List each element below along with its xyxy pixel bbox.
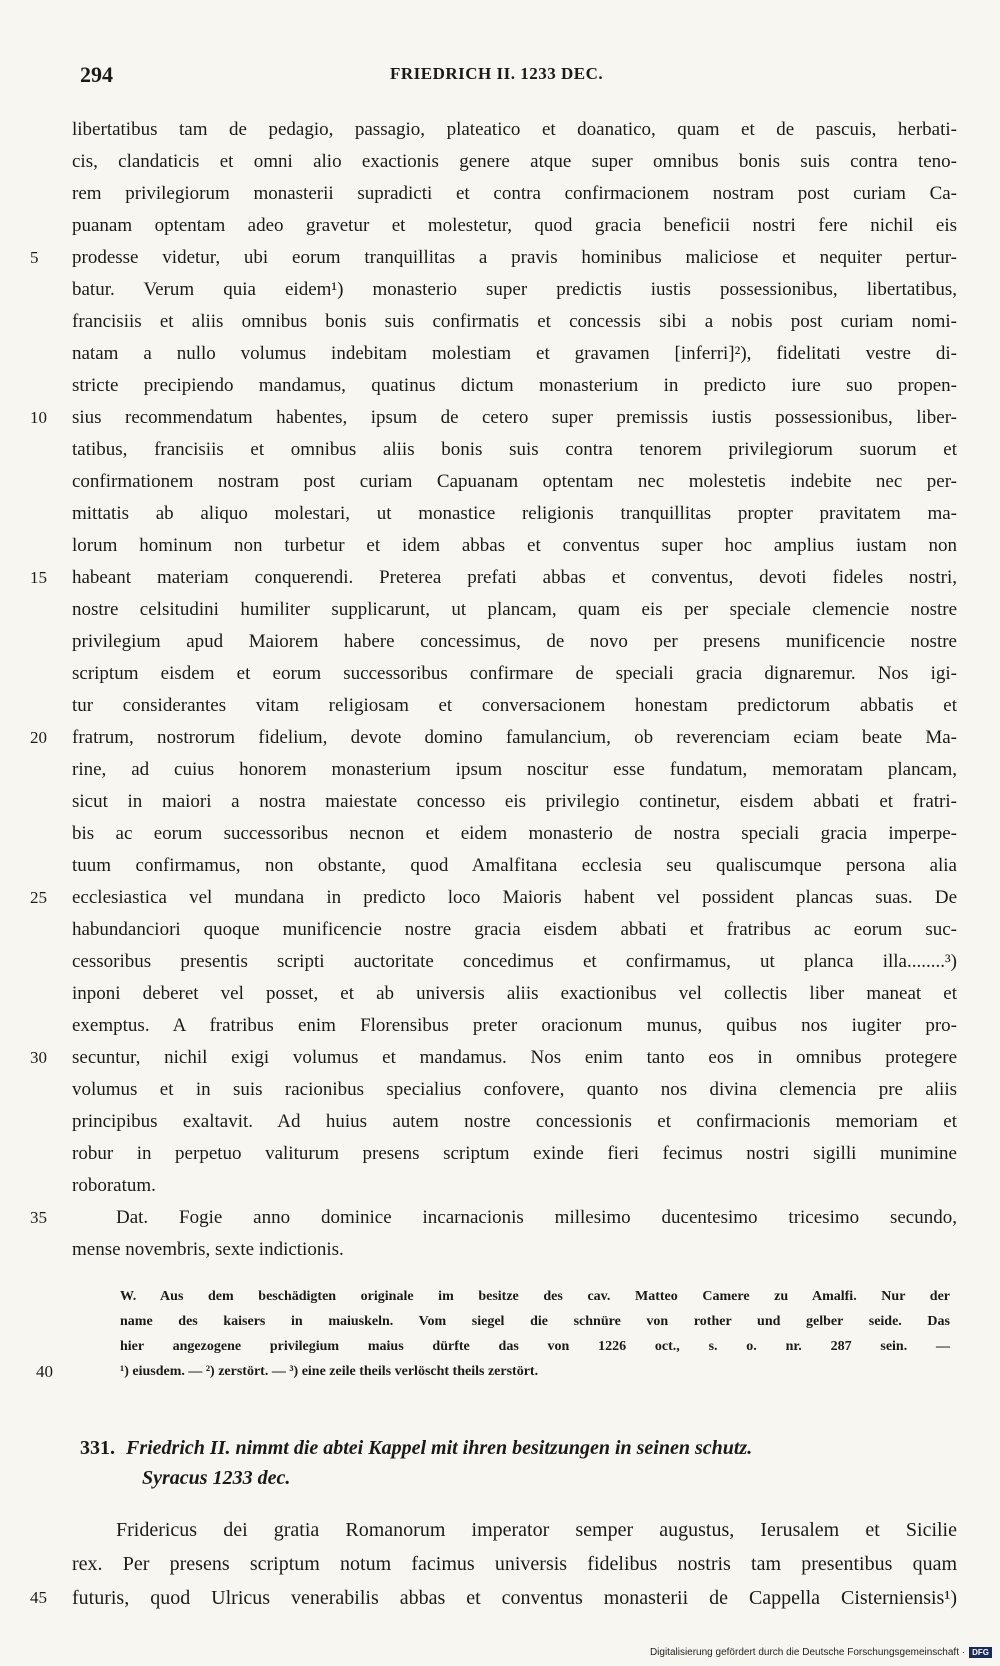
entry-number: 331.	[80, 1437, 115, 1459]
text-line	[72, 978, 957, 1010]
text-line	[72, 210, 957, 242]
line-text: fratrum, nostrorum fidelium, devote domino famulancium, ob reverenciam eciam beate Ma-	[72, 727, 957, 748]
text-line	[72, 114, 957, 146]
main-text	[30, 114, 957, 1266]
line-text: secuntur, nichil exigi volumus et mandamus. Nos enim tanto eos in omnibus protegere	[72, 1047, 957, 1068]
text-line	[30, 1581, 957, 1615]
line-text: batur. Verum quia eidem¹) monasterio super predictis iustis possessionibus, libertatibus,	[72, 279, 957, 300]
text-line	[72, 146, 957, 178]
line-text: libertatibus tam de pedagio, passagio, plateatico et doanatico, quam et de pascuis, herbati-	[72, 119, 957, 140]
text-line	[30, 1042, 957, 1074]
line-text: rine, ad cuius honorem monasterium ipsum noscitur esse fundatum, memoratam plancam,	[72, 759, 957, 780]
text-line	[72, 786, 957, 818]
line-text: mense novembris, sexte indictionis.	[72, 1239, 344, 1260]
text-line	[72, 178, 957, 210]
text-line	[72, 1234, 957, 1266]
text-line	[72, 1010, 957, 1042]
entry-heading	[80, 1433, 950, 1493]
line-text: exemptus. A fratribus enim Florensibus preter oracionum munus, quibus nos iugiter pro-	[72, 1015, 957, 1036]
line-text: volumus et in suis racionibus specialius confovere, quanto nos divina clemencia pre aliis	[72, 1079, 957, 1100]
line-text: confirmationem nostram post curiam Capuanam optentam nec molestetis indebite nec per-	[72, 471, 957, 492]
line-text: puanam optentam adeo gravetur et molestetur, quod gracia beneficii nostri fere nichil eis	[72, 215, 957, 236]
line-text: stricte precipiendo mandamus, quatinus dictum monasterium in predicto iure suo propen-	[72, 375, 957, 396]
line-text: robur in perpetuo valiturum presens scriptum exinde fieri fecimus nostri sigilli munimine	[72, 1143, 957, 1164]
line-number: 20	[30, 728, 47, 747]
text-line	[30, 1202, 957, 1234]
line-number: 35	[30, 1208, 47, 1227]
line-text: rem privilegiorum monasterii supradicti et contra confirmacionem nostram post curiam Ca-	[72, 183, 957, 204]
text-line	[72, 914, 957, 946]
text-line	[72, 658, 957, 690]
text-line	[72, 850, 957, 882]
line-text: natam a nullo volumus indebitam molestiam et gravamen [inferri]²), fidelitati vestre di-	[72, 343, 957, 364]
running-head: FRIEDRICH II. 1233 DEC.	[390, 64, 604, 83]
line-text: habundanciori quoque munificencie nostre gracia eisdem abbati et fratribus ac eorum suc-	[72, 919, 957, 940]
line-text: bis ac eorum successoribus necnon et eidem monasterio de nostra speciali gracia imperpe-	[72, 823, 957, 844]
entry-text	[30, 1513, 957, 1615]
text-line	[72, 818, 957, 850]
line-number: 30	[30, 1048, 47, 1067]
line-text: cis, clandaticis et omni alio exactionis genere atque super omnibus bonis suis contra teno-	[72, 151, 957, 172]
text-line	[72, 754, 957, 786]
line-text: prodesse videtur, ubi eorum tranquillitas a pravis hominibus maliciose et nequiter pertur-	[72, 247, 957, 268]
text-line	[72, 690, 957, 722]
line-text: tatibus, francisiis et omnibus aliis bonis suis contra tenorem privilegiorum suorum et	[72, 439, 957, 460]
line-text: tuum confirmamus, non obstante, quod Amalfitana ecclesia seu qualiscumque persona alia	[72, 855, 957, 876]
line-text: W. Aus dem beschädigten originale im besitze des cav. Matteo Camere zu Amalfi. Nur der	[120, 1289, 950, 1304]
text-line	[72, 1547, 957, 1581]
digitization-footer	[650, 1647, 992, 1658]
text-line	[120, 1309, 950, 1334]
dfg-logo-icon: DFG	[969, 1647, 992, 1658]
footer-credit: Digitalisierung gefördert durch die Deutsche Forschungsgemeinschaft ·	[649, 1647, 966, 1658]
editorial-notes	[36, 1284, 950, 1384]
line-number: 15	[30, 568, 47, 587]
text-line	[72, 370, 957, 402]
line-text: francisiis et aliis omnibus bonis suis confirmatis et concessis sibi a nobis post curiam nomi-	[72, 311, 957, 332]
line-text: privilegium apud Maiorem habere concessimus, de novo per presens munificencie nostre	[72, 631, 957, 652]
text-line	[72, 466, 957, 498]
text-line	[72, 594, 957, 626]
page-header	[80, 62, 960, 96]
text-line	[72, 626, 957, 658]
line-text: lorum hominum non turbetur et idem abbas et conventus super hoc amplius iustam non	[72, 535, 957, 556]
line-text: Dat. Fogie anno dominice incarnacionis millesimo ducentesimo tricesimo secundo,	[116, 1207, 957, 1228]
text-line	[30, 242, 957, 274]
text-line	[72, 1513, 957, 1547]
line-text: mittatis ab aliquo molestari, ut monastice religionis tranquillitas propter pravitatem ma-	[72, 503, 957, 524]
line-number: 25	[30, 888, 47, 907]
text-line	[30, 562, 957, 594]
text-line	[72, 1170, 957, 1202]
text-line	[72, 530, 957, 562]
line-text: scriptum eisdem et eorum successoribus confirmare de speciali gracia dignaremur. Nos igi-	[72, 663, 957, 684]
line-text: name des kaisers in maiuskeln. Vom siegel die schnüre von rother und gelber seide. Das	[120, 1314, 950, 1329]
text-line	[72, 434, 957, 466]
line-text: futuris, quod Ulricus venerabilis abbas et conventus monasterii de Cappella Cisterniensis¹)	[72, 1587, 957, 1609]
line-text: Fridericus dei gratia Romanorum imperator semper augustus, Ierusalem et Sicilie	[116, 1519, 957, 1541]
text-line	[72, 1074, 957, 1106]
line-text: rex. Per presens scriptum notum facimus universis fidelibus nostris tam presentibus quam	[72, 1553, 957, 1575]
line-number: 10	[30, 408, 47, 427]
line-text: sius recommendatum habentes, ipsum de cetero super premissis iustis possessionibus, liber-	[72, 407, 957, 428]
text-line	[72, 946, 957, 978]
line-text: ¹) eiusdem. — ²) zerstört. — ³) eine zeile theils verlöscht theils zerstört.	[120, 1364, 539, 1379]
page-number: 294	[80, 62, 113, 87]
line-text: principibus exaltavit. Ad huius autem nostre concessionis et confirmacionis memoriam et	[72, 1111, 957, 1132]
text-line	[30, 882, 957, 914]
line-number: 40	[36, 1362, 53, 1381]
text-line	[72, 274, 957, 306]
entry-title-line	[80, 1433, 950, 1463]
line-number: 45	[30, 1588, 47, 1607]
line-text: inponi deberet vel posset, et ab universis aliis exactionibus vel collectis liber maneat et	[72, 983, 957, 1004]
text-line	[72, 306, 957, 338]
line-number: 5	[30, 248, 39, 267]
entry-title: Friedrich II. nimmt die abtei Kappel mit ihren besitzungen in seinen schutz.	[126, 1437, 753, 1459]
line-text: tur considerantes vitam religiosam et conversacionem honestam predictorum abbatis et	[72, 695, 957, 716]
text-line	[36, 1359, 950, 1384]
text-line	[72, 1106, 957, 1138]
line-text: hier angezogene privilegium maius dürfte das von 1226 oct., s. o. nr. 287 sein. —	[120, 1339, 950, 1354]
line-text: ecclesiastica vel mundana in predicto loco Maioris habent vel possident plancas suas. De	[72, 887, 957, 908]
text-line	[72, 338, 957, 370]
line-text: cessoribus presentis scripti auctoritate concedimus et confirmamus, ut planca illa........³)	[72, 951, 957, 972]
text-line	[120, 1334, 950, 1359]
line-text: sicut in maiori a nostra maiestate concesso eis privilegio continetur, eisdem abbati et fratri-	[72, 791, 957, 812]
line-text: nostre celsitudini humiliter supplicarunt, ut plancam, quam eis per speciale clemencie nostre	[72, 599, 957, 620]
text-line	[30, 402, 957, 434]
line-text: habeant materiam conquerendi. Preterea prefati abbas et conventus, devoti fideles nostri,	[72, 567, 957, 588]
entry-place-date: Syracus 1233 dec.	[142, 1467, 291, 1489]
text-line	[30, 722, 957, 754]
text-line	[120, 1284, 950, 1309]
text-line	[72, 498, 957, 530]
line-text: roboratum.	[72, 1175, 156, 1196]
text-line	[72, 1138, 957, 1170]
